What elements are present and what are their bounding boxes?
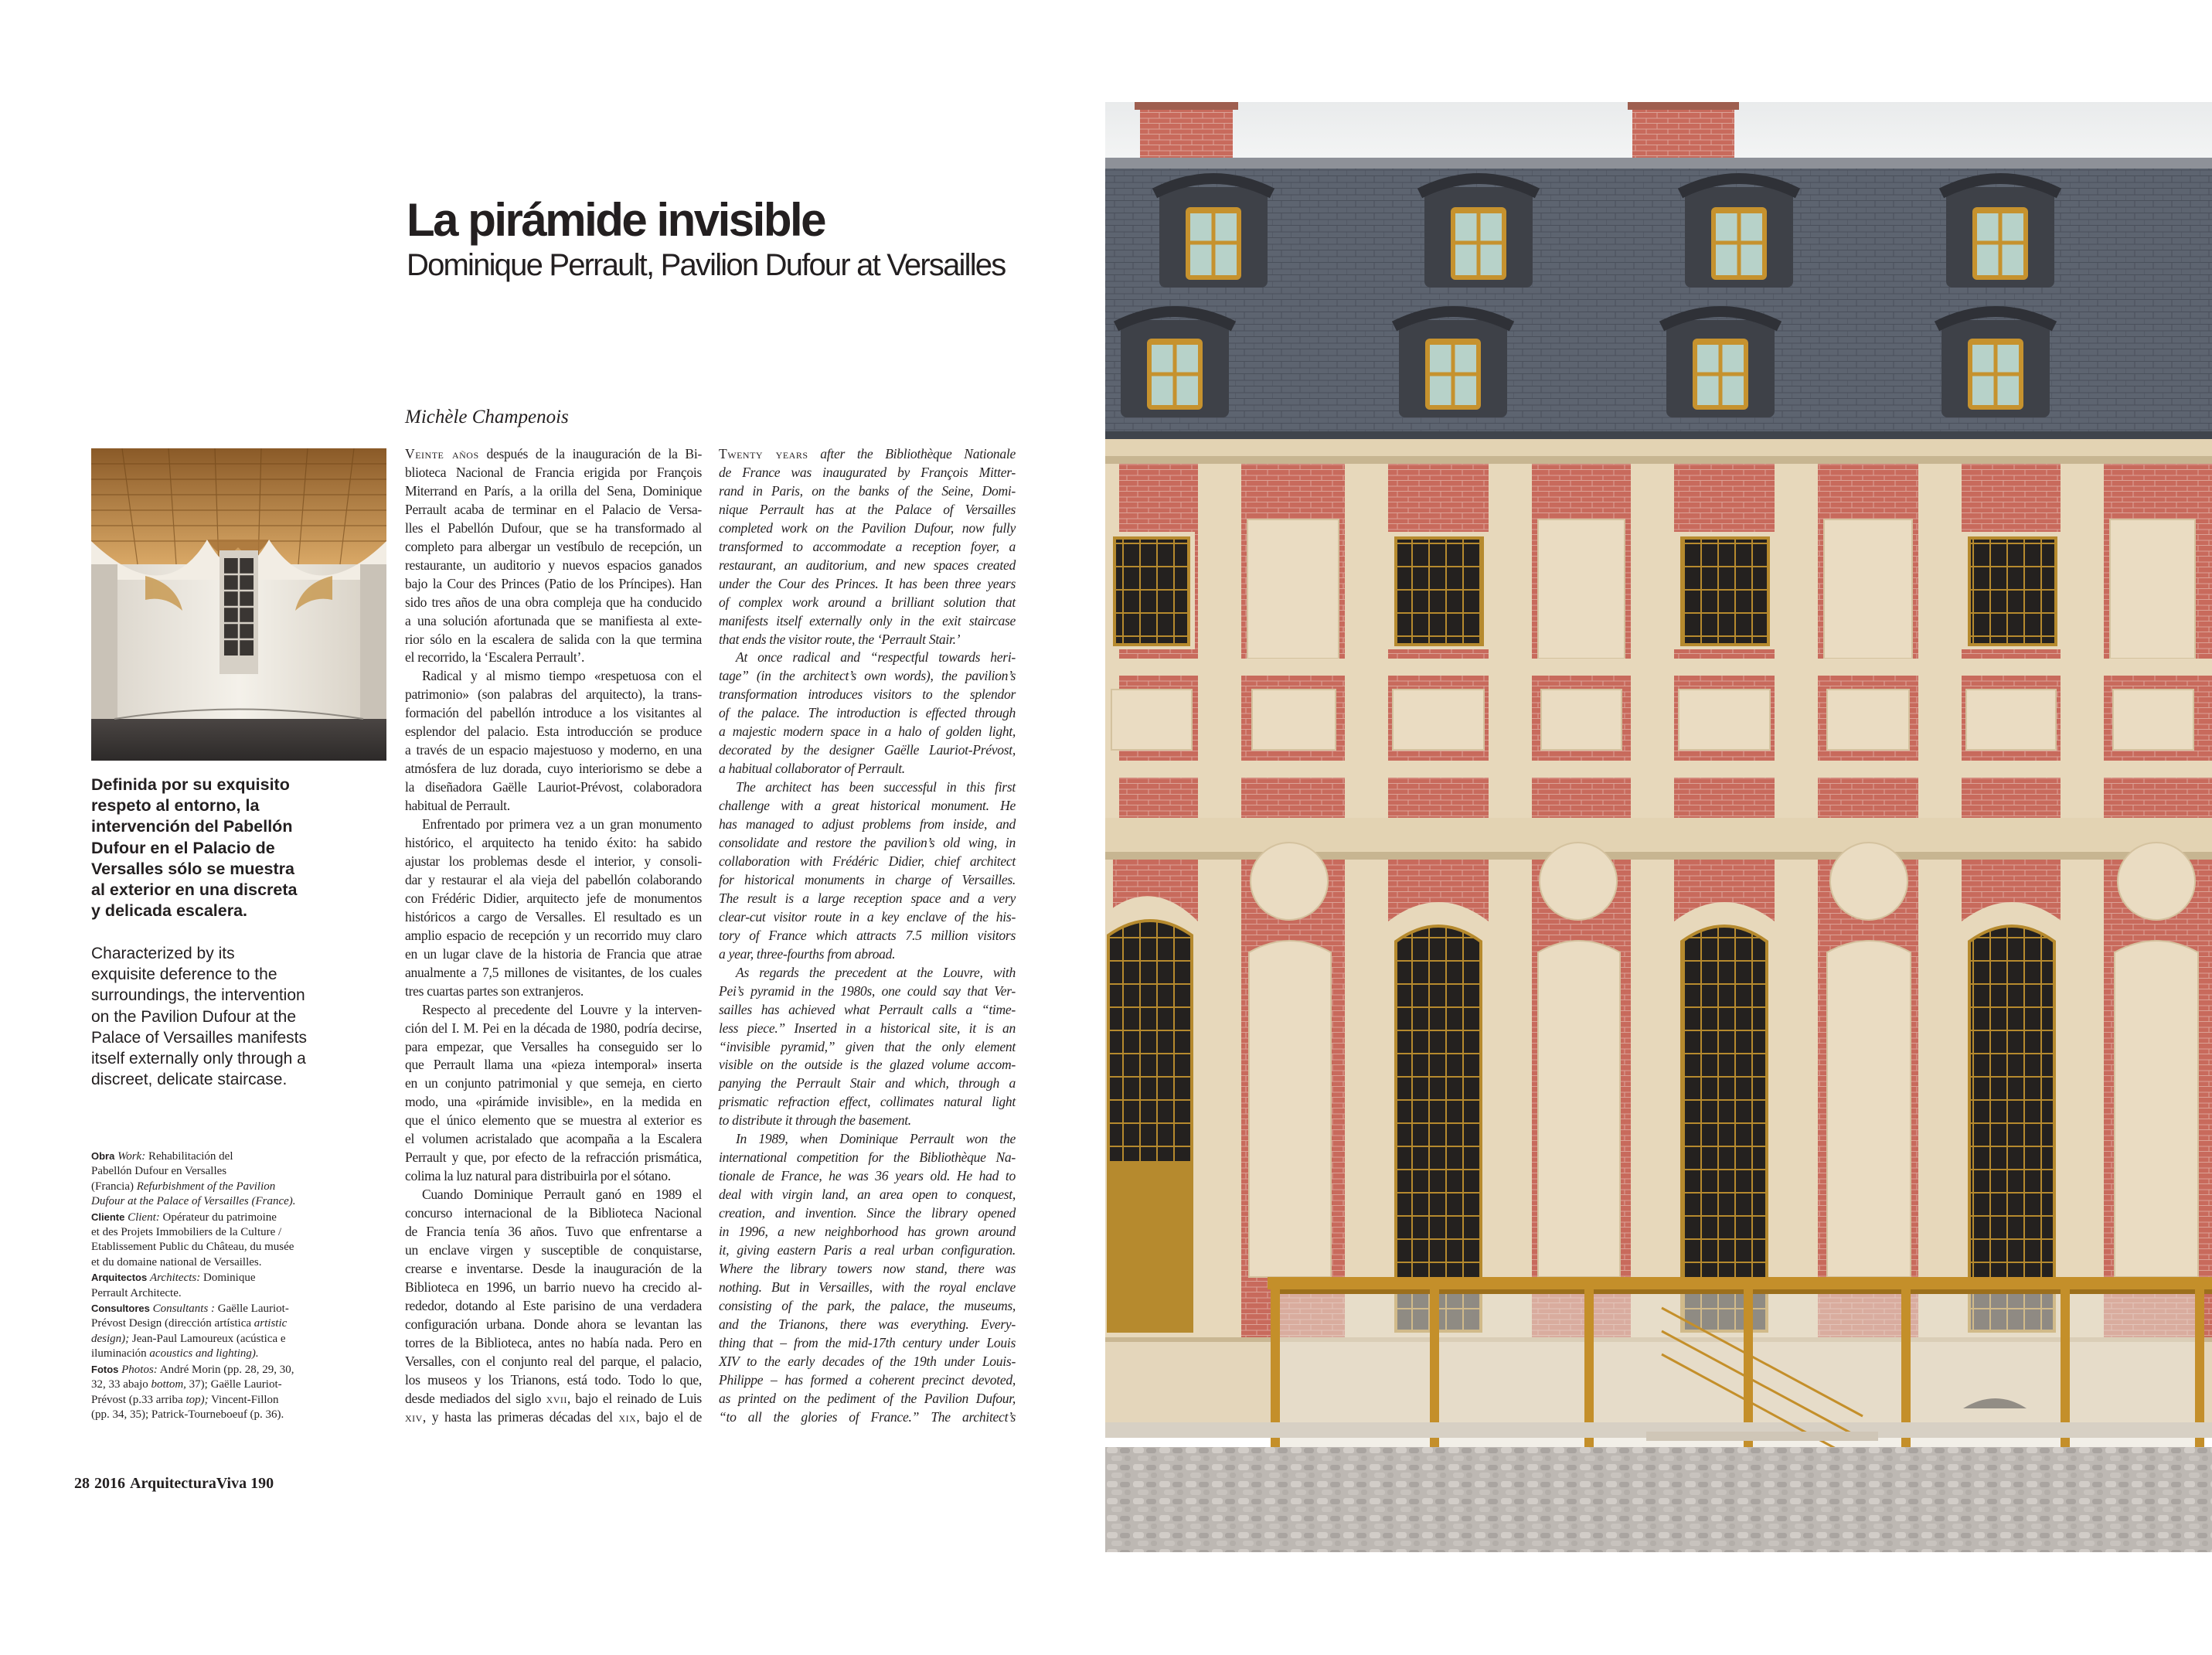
text-line: Twenty years after the Bibliothèque Nationale xyxy=(719,446,1016,461)
caption-line: itself externally only through a xyxy=(91,1050,306,1068)
credit-label-en: Architects: xyxy=(149,1272,201,1285)
text-line: formación del pabellón introduce a los visitantes al xyxy=(405,705,702,721)
text-line: completo para albergar un vestíbulo de recepción, un xyxy=(405,538,702,554)
text-line: of the palace. The introduction is effected through xyxy=(719,705,1016,721)
text-line: restaurant, an auditorium, and new spaces created xyxy=(719,557,1016,573)
text-line: en un lugar clave de la historia de Francia que atrae xyxy=(405,945,702,962)
text-line: de France was inaugurated by François Mitter- xyxy=(719,464,1016,480)
credit-line xyxy=(91,1210,315,1225)
text-line: el volumen acristalado que acompaña a la Escalera xyxy=(405,1131,702,1147)
credit-line: Perrault Architecte. xyxy=(91,1286,182,1299)
text-line: to distribute it through the basement. xyxy=(719,1112,911,1129)
caption-line: Characterized by its xyxy=(91,945,235,962)
credit-text-en: Dufour at the Palace of Versailles (France). xyxy=(91,1195,296,1208)
pavilion-dufour-facade-photo xyxy=(1105,102,2212,1552)
credit-text: (Francia) xyxy=(91,1180,134,1193)
credit-line xyxy=(91,1316,315,1331)
text-line: rior sólo en la escalera de salida con la que termina xyxy=(405,631,702,647)
text-line: a year, three-fourths from abroad. xyxy=(719,945,896,962)
text-line: tres cuartas partes son extranjeros. xyxy=(405,982,584,999)
credit-line xyxy=(91,1194,315,1209)
credit-label-en: Photos: xyxy=(121,1363,158,1376)
credit-line xyxy=(91,1301,315,1316)
article-author: Michèle Champenois xyxy=(405,407,569,427)
credit-text-en: Refurbishment of the Pavilion xyxy=(136,1180,276,1193)
text-line: panying the Perrault Stair and which, through a xyxy=(719,1075,1016,1091)
text-line: XIV to the early decades of the 19th under Louis- xyxy=(719,1353,1016,1369)
credit-line: (pp. 34, 35); Patrick-Tourneboeuf (p. 36). xyxy=(91,1408,284,1421)
caption-line: discreet, delicate staircase. xyxy=(91,1071,288,1089)
caption-line: Palace of Versailles manifests xyxy=(91,1028,307,1047)
credit-line: et des Projets Immobiliers de la Culture / xyxy=(91,1226,282,1239)
photo-caption-spanish xyxy=(91,775,323,921)
credit-text: Vincent-Fillon xyxy=(211,1393,279,1406)
text-line: desde mediados del siglo xvii, bajo el reinado de Luis xyxy=(405,1390,702,1406)
text-line: blioteca Nacional de Francia erigida por François xyxy=(405,464,702,480)
credit-line xyxy=(91,1180,315,1194)
text-line: restaurante, un auditorio y nuevos espacios ganados xyxy=(405,557,702,573)
text-line: lles el Pabellón Dufour, que se ha transformado al xyxy=(405,519,702,536)
credit-label: Cliente xyxy=(91,1211,125,1223)
text-line: colima la luz natural para distribuirla por el sótano. xyxy=(405,1168,671,1184)
credit-text: André Morin (pp. 28, 29, 30, xyxy=(159,1363,294,1376)
text-line: In 1989, when Dominique Perrault won the xyxy=(736,1131,1016,1147)
caption-line: surroundings, the intervention xyxy=(91,986,305,1005)
credit-label: Fotos xyxy=(91,1363,119,1375)
credit-label-en: Consultants : xyxy=(152,1303,216,1316)
credit-label-en: Work: xyxy=(117,1150,146,1163)
credit-text: Opérateur du patrimoine xyxy=(162,1211,277,1224)
text-line: histórico, el arquitecto ha tenido éxito: ha sabido xyxy=(405,835,702,851)
text-line: de Francia tenía 36 años. Tuvo que enfrentarse a xyxy=(405,1224,702,1240)
drop-words: Veinte años xyxy=(405,446,479,461)
text-line: a habitual collaborator of Perrault. xyxy=(719,761,905,777)
text-line: con Frédéric Didier, arquitecto jefe de monumentos xyxy=(405,890,702,906)
caption-line: respeto al entorno, la xyxy=(91,796,260,816)
credit-label: Consultores xyxy=(91,1303,150,1315)
credit-text-en: bottom, xyxy=(151,1378,186,1391)
text-line: Biblioteca en 1996, un barrio nuevo ha crecido al- xyxy=(405,1279,702,1295)
text-line: Cuando Dominique Perrault ganó en 1989 el xyxy=(422,1187,702,1203)
text-line: que Perrault llama una «pieza intemporal» inserta xyxy=(405,1057,702,1073)
text-line: amplio espacio de recepción y un recorrido muy claro xyxy=(405,927,702,943)
text-line: Perrault acaba de terminar en el Palacio de Versa- xyxy=(405,501,702,517)
text-line: Versalles, con el conjunto real del parque, el palacio, xyxy=(405,1353,702,1369)
interior-reception-photo xyxy=(91,448,386,761)
text-line: sido tres años de una obra compleja que ha conducido xyxy=(405,594,702,610)
text-line: has managed to adjust problems from inside, and xyxy=(719,816,1016,833)
caption-line: Definida por su exquisito xyxy=(91,775,290,794)
credit-text: iluminación xyxy=(91,1347,147,1360)
text-line: el recorrido, la ‘Escalera Perrault’. xyxy=(405,649,585,666)
text-line: ajustar los problemas desde el interior, y consoli- xyxy=(405,853,702,869)
credit-label: Obra xyxy=(91,1150,115,1162)
caption-line: intervención del Pabellón xyxy=(91,817,293,836)
credit-label: Arquitectos xyxy=(91,1272,148,1284)
text-line: decorated by the designer Gaëlle Lauriot-Prévost, xyxy=(719,742,1016,758)
text-line: prismatic refraction effect, collimates natural light xyxy=(719,1094,1016,1110)
text-line: that ends the visitor route, the ‘Perrault Stair.’ xyxy=(719,631,961,647)
text-line: manifests itself externally only in the exit staircase xyxy=(719,612,1016,628)
credit-line xyxy=(91,1393,315,1408)
text-line: As regards the precedent at the Louvre, with xyxy=(736,964,1016,980)
credit-label-en: Client: xyxy=(128,1211,160,1224)
text-line: a una solución afortunada que se manifiesta al exte- xyxy=(405,612,702,628)
text-line: The result is a large reception space and a very xyxy=(719,890,1016,906)
article-title: La pirámide invisible xyxy=(407,194,825,246)
article-subtitle: Dominique Perrault, Pavilion Dufour at Versailles xyxy=(407,248,1006,282)
text-line: transformed to accommodate a reception foyer, a xyxy=(719,538,1016,554)
text-line: bajo la Cour des Princes (Patio de los Príncipes). Han xyxy=(405,575,702,591)
body-column-spanish xyxy=(405,445,702,1427)
caption-line: exquisite deference to the xyxy=(91,965,277,984)
credit-line xyxy=(91,1149,315,1164)
text-line: concurso internacional de la Biblioteca Nacional xyxy=(405,1205,702,1221)
text-line: habitual de Perrault. xyxy=(405,798,510,814)
credit-text: 37); Gaëlle Lauriot- xyxy=(189,1378,282,1391)
text-line: tory of France which attracts 7.5 million visitors xyxy=(719,927,1016,943)
text-line: configuración urbana. Donde ahora se levantan las xyxy=(405,1316,702,1332)
text-line: clear-cut visitor route in a key enclave of the his- xyxy=(719,908,1016,925)
credit-text: Rehabilitación del xyxy=(148,1150,233,1163)
text-line: for historical monuments in charge of Versailles. xyxy=(719,871,1016,887)
text-line: dar y restaurar el ala vieja del pabellón colaborando xyxy=(405,871,702,887)
credit-line: Etablissement Public du Château, du musée xyxy=(91,1241,294,1254)
text-line: nothing. But in Versailles, with the royal enclave xyxy=(719,1279,1016,1295)
credit-line xyxy=(91,1347,315,1361)
text-line: patrimonio» (son palabras del arquitecto), la trans- xyxy=(405,686,702,703)
text-line: un enclave virgen y susceptible de conquistarse, xyxy=(405,1241,702,1258)
credit-text-en: top); xyxy=(185,1393,209,1406)
issue-year: 2016 xyxy=(94,1475,125,1492)
text-line: la diseñadora Gaëlle Lauriot-Prévost, colaboradora xyxy=(405,779,702,795)
text-line: a través de un espacio majestuoso y moderno, en una xyxy=(405,742,702,758)
credit-line xyxy=(91,1362,315,1377)
body-column-english xyxy=(719,445,1016,1427)
photo-caption-english xyxy=(91,943,323,1090)
text-line: crearse e inventarse. Desde la inauguración de la xyxy=(405,1260,702,1276)
text-line: less piece.” Inserted in a historical site, it is an xyxy=(719,1020,1016,1036)
credit-text: 32, 33 abajo xyxy=(91,1378,148,1391)
text-line: and the Trianons, there was everything. Every- xyxy=(719,1316,1016,1332)
text-line: in 1996, a new neighborhood has grown around xyxy=(719,1224,1016,1240)
text-line: xiv, y hasta las primeras décadas del xix, bajo el de xyxy=(405,1408,702,1425)
project-credits xyxy=(91,1149,315,1422)
text-line: modo, una «pirámide invisible», en la medida en xyxy=(405,1094,702,1110)
text-line: consisting of the park, the palace, the museums, xyxy=(719,1297,1016,1313)
text-line: Radical y al mismo tiempo «respetuosa con el xyxy=(422,668,702,684)
drop-words: Twenty years xyxy=(719,446,808,461)
credit-line xyxy=(91,1332,315,1347)
caption-line: al exterior en una discreta xyxy=(91,880,298,900)
text-line: los museos y los Trianons, está todo. Todo lo que, xyxy=(405,1371,702,1388)
credit-text: Prévost Design (dirección artística xyxy=(91,1317,252,1330)
credit-line: Pabellón Dufour en Versalles xyxy=(91,1165,227,1178)
credit-text: Dominique xyxy=(203,1272,256,1285)
text-line: torres de la Biblioteca, antes no había nada. Pero en xyxy=(405,1334,702,1350)
text-line: thing that – from the mid-17th century under Louis xyxy=(719,1334,1016,1350)
text-line: Veinte años después de la inauguración de la Bi- xyxy=(405,446,702,461)
text-line: consolidate and restore the pavilion’s old wing, in xyxy=(719,835,1016,851)
credit-text-en: acoustics and lighting). xyxy=(149,1347,259,1360)
caption-line: y delicada escalera. xyxy=(91,901,248,921)
text-line: Respecto al precedente del Louvre y la interven- xyxy=(422,1001,702,1017)
text-line: At once radical and “respectful towards heri- xyxy=(736,649,1016,666)
text-line: anualmente a 7,5 millones de visitantes, de los cuales xyxy=(405,964,702,980)
text-line: under the Cour des Princes. It has been three years xyxy=(719,575,1016,591)
text-line: “to all the glories of France.” The architect’s xyxy=(719,1408,1016,1425)
credit-text: Prévost (p.33 arriba xyxy=(91,1393,183,1406)
caption-line: Versalles sólo se muestra xyxy=(91,859,294,878)
text-line: of complex work around a brilliant solution that xyxy=(719,594,1016,610)
text-line: deal with virgin land, an area open to conquest, xyxy=(719,1187,1016,1203)
text-line: Perrault y que, por efecto de la refracción prismática, xyxy=(405,1149,702,1166)
credit-line: et du domaine national de Versailles. xyxy=(91,1255,262,1268)
text-line: atmósfera de luz dorada, cuyo interiorismo se debe a xyxy=(405,761,702,777)
text-line: nique Perrault has at the Palace of Versailles xyxy=(719,501,1016,517)
text-line: rededor, dotando al Este parisino de una verdadera xyxy=(405,1297,702,1313)
text-line: Pei’s pyramid in the 1980s, one could say that Ver- xyxy=(719,982,1016,999)
page-folio xyxy=(74,1475,278,1493)
text-line: creation, and invention. Since the library opened xyxy=(719,1205,1016,1221)
text-line: transformation introduces visitors to the splendor xyxy=(719,686,1016,703)
credit-text: Jean-Paul Lamoureux (acústica e xyxy=(131,1332,286,1345)
text-line: The architect has been successful in this first xyxy=(736,779,1016,795)
text-line: históricos a cargo de Versalles. El resultado es un xyxy=(405,908,702,925)
text-line: “invisible pyramid,” given that the only element xyxy=(719,1038,1016,1054)
text-line: Where the library towers now stand, there was xyxy=(719,1260,1016,1276)
text-line: international competition for the Bibliothèque Na- xyxy=(719,1149,1016,1166)
magazine-name: ArquitecturaViva 190 xyxy=(130,1475,274,1492)
text-line: sailles has achieved what Perrault calls a “time- xyxy=(719,1001,1016,1017)
page-number: 28 xyxy=(74,1475,90,1492)
text-line: tionale de France, he was 36 years old. He had to xyxy=(719,1168,1016,1184)
text-line: esplendor del palacio. Esta introducción se produce xyxy=(405,724,702,740)
caption-line: on the Pavilion Dufour at the xyxy=(91,1007,297,1026)
credit-text-en: design); xyxy=(91,1332,130,1345)
text-line: completed work on the Pavilion Dufour, now fully xyxy=(719,519,1016,536)
text-line: rand in Paris, on the banks of the Seine, Domi- xyxy=(719,482,1016,499)
text-line: collaboration with Frédéric Didier, chief architect xyxy=(719,853,1016,869)
text-line: it, giving eastern Paris a real urban configuration. xyxy=(719,1241,1016,1258)
text-line: para empezar, que Versalles ha conseguido ser lo xyxy=(405,1038,702,1054)
credit-line xyxy=(91,1270,315,1286)
text-line: Philippe – has formed a coherent precinct devoted, xyxy=(719,1371,1016,1388)
text-line: challenge with a great historical monument. He xyxy=(719,798,1016,814)
text-line: en un conjunto patrimonial y que semeja, en cierto xyxy=(405,1075,702,1091)
text-line: ción del I. M. Pei en la década de 1980, podría decirse, xyxy=(405,1020,702,1036)
text-line: tage” (in the architect’s own words), the pavilion’s xyxy=(719,668,1016,684)
credit-text-en: artistic xyxy=(254,1317,288,1330)
credit-text: Gaëlle Lauriot- xyxy=(217,1303,289,1316)
text-line: visible on the outside is the glazed volume accom- xyxy=(719,1057,1016,1073)
text-line: as printed on the pediment of the Pavilion Dufour, xyxy=(719,1390,1016,1406)
text-line: a majestic modern space in a halo of golden light, xyxy=(719,724,1016,740)
caption-line: Dufour en el Palacio de xyxy=(91,838,275,857)
credit-line xyxy=(91,1377,315,1392)
text-line: Miterrand en París, a la orilla del Sena, Dominique xyxy=(405,482,702,499)
text-line: que el único elemento que se muestra al exterior es xyxy=(405,1112,702,1129)
text-line: Enfrentado por primera vez a un gran monumento xyxy=(422,816,702,833)
